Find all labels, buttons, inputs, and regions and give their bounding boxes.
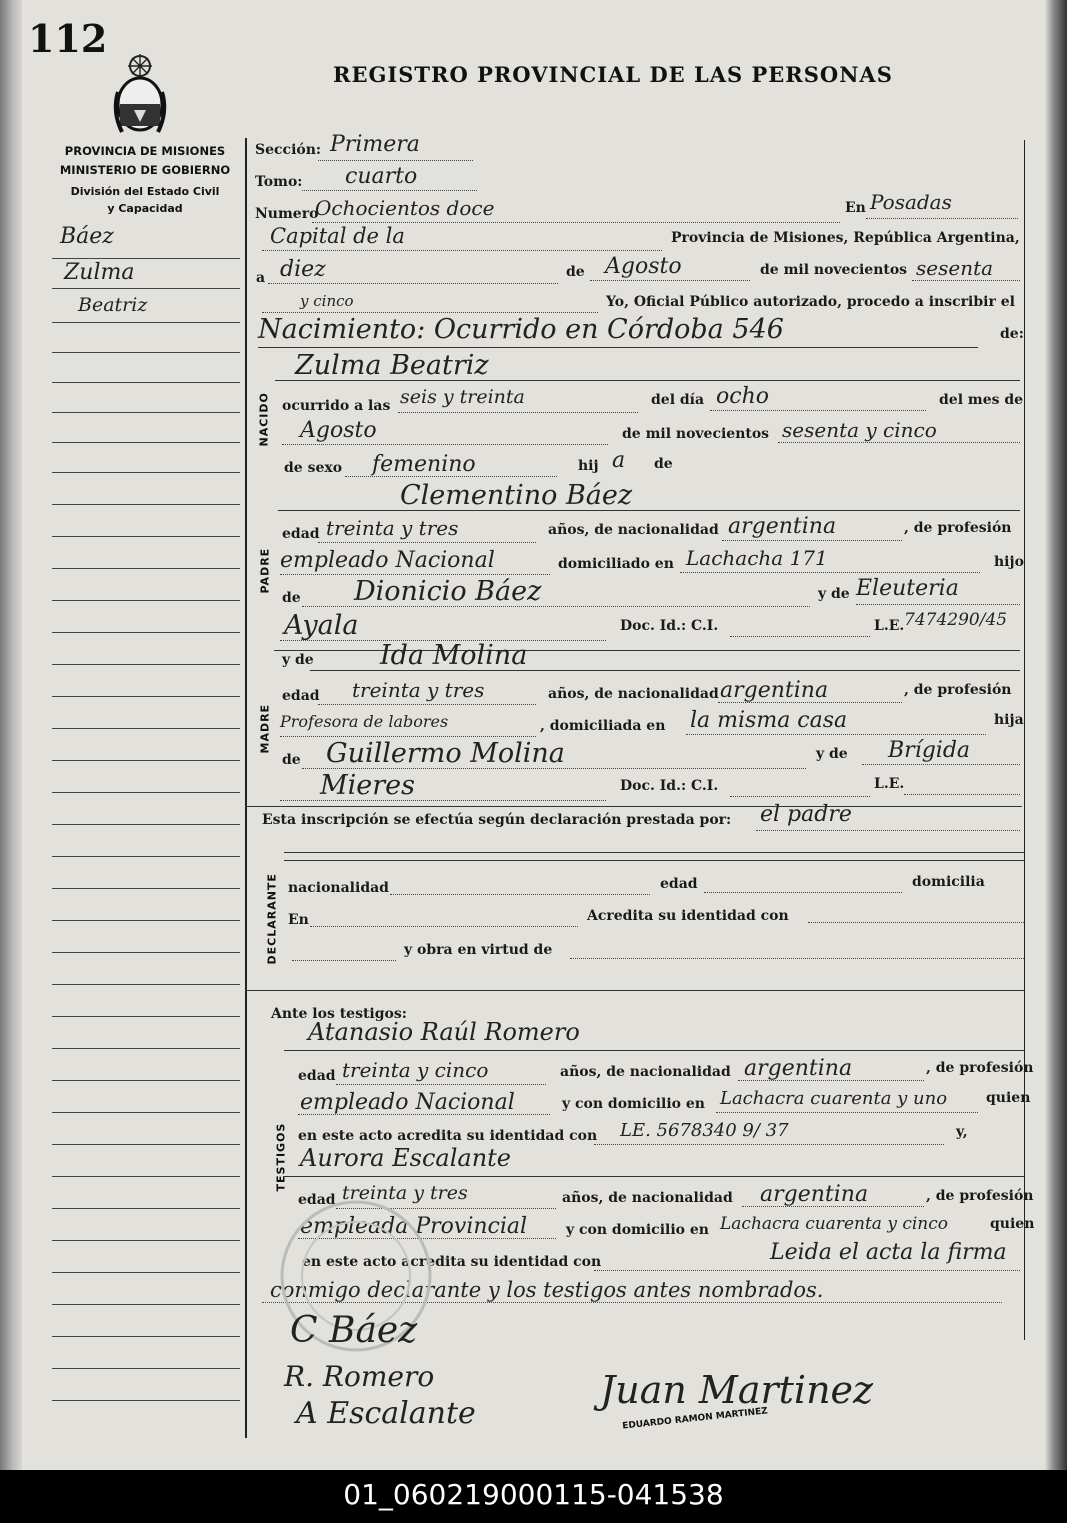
label-provincia: Provincia de Misiones, República Argentina, (671, 230, 1020, 246)
label-y-comma: y, (956, 1124, 968, 1140)
value-t1-prof: empleado Nacional (300, 1090, 515, 1115)
value-t1-doc: LE. 5678340 9/ 37 (620, 1120, 789, 1141)
label-hij: hij (578, 458, 599, 474)
label-tomo: Tomo: (255, 174, 303, 190)
value-madre-prof: Profesora de labores (280, 712, 449, 731)
value-madre-nac: argentina (720, 678, 829, 703)
value-t1-dom: Lachacra cuarenta y uno (720, 1088, 948, 1109)
label-acredita: Acredita su identidad con (587, 908, 789, 924)
sidebar-name-1: Zulma (64, 260, 135, 285)
official-stamp: EDUARDO RAMON MARTINEZ (621, 1406, 769, 1432)
value-en: Posadas (870, 190, 952, 214)
value-numero: Ochocientos doce (315, 196, 495, 220)
registry-title: REGISTRO PROVINCIAL DE LAS PERSONAS (333, 62, 893, 87)
section-declarante: DECLARANTE (265, 873, 279, 965)
value-padre-le: 7474290/45 (904, 610, 1008, 630)
label-anos-padre: años, de nacionalidad (548, 522, 719, 538)
value-seccion: Primera (330, 132, 420, 157)
value-t2-doc: Leida el acta la firma (770, 1240, 1007, 1265)
label-yde-abuela: y de (818, 586, 850, 602)
label-domicilio-t1: y con domicilio en (562, 1096, 705, 1112)
label-obra: y obra en virtud de (404, 942, 553, 958)
label-en: En (845, 200, 866, 216)
label-de-hij: de (654, 456, 673, 472)
label-de-mil-2: de mil novecientos (622, 426, 770, 442)
value-abuela-m-2: Mieres (320, 770, 416, 801)
value-abuelo: Dionicio Báez (354, 576, 542, 607)
value-madre-dom: la misma casa (690, 708, 848, 733)
value-anio: sesenta (916, 256, 994, 280)
sidebar-surname: Báez (60, 224, 114, 249)
value-padre-prof: empleado Nacional (280, 548, 495, 573)
value-acta: Nacimiento: Ocurrido en Córdoba 546 (258, 314, 784, 345)
label-edad-t2: edad (298, 1192, 336, 1208)
label-sexo: de sexo (284, 460, 343, 476)
value-abuelo-m: Guillermo Molina (326, 738, 565, 769)
value-cierre: conmigo declarante y los testigos antes nombrados. (270, 1278, 824, 1302)
label-acredita-t1: en este acto acredita su identidad con (298, 1128, 598, 1144)
label-de-mil: de mil novecientos (760, 262, 908, 278)
label-le-madre: L.E. (874, 776, 905, 792)
label-doc-padre: Doc. Id.: C.I. (620, 618, 719, 634)
label-de-abuelo: de (282, 590, 301, 606)
value-dia: diez (280, 257, 326, 282)
label-en-decl: En (288, 912, 309, 928)
margin-line (245, 138, 247, 1438)
value-padre-edad: treinta y tres (326, 516, 459, 540)
value-madre-edad: treinta y tres (352, 678, 485, 702)
label-edad-decl: edad (660, 876, 698, 892)
image-id-bar: 01_060219000115-041538 (0, 1470, 1067, 1523)
value-anio-nac: sesenta y cinco (782, 418, 937, 442)
book-edge (1045, 0, 1067, 1470)
value-padre: Clementino Báez (400, 480, 633, 511)
label-yo: Yo, Oficial Público autorizado, procedo a inscribir el (606, 294, 1015, 310)
label-edad-t1: edad (298, 1068, 336, 1084)
label-quien-t1: quien (986, 1090, 1031, 1106)
coat-of-arms-icon (108, 52, 172, 138)
value-abuela-m: Brígida (888, 738, 971, 763)
label-profesion-t1: , de profesión (926, 1060, 1034, 1076)
value-testigo-1: Atanasio Raúl Romero (308, 1018, 580, 1046)
label-ocurrido: ocurrido a las (282, 398, 391, 414)
label-quien-t2: quien (990, 1216, 1035, 1232)
section-padre: PADRE (258, 547, 272, 594)
sidebar-capacity: y Capacidad (107, 202, 183, 215)
label-numero: Numero (255, 206, 319, 222)
value-hora: seis y treinta (400, 386, 525, 408)
label-anos-madre: años, de nacionalidad (548, 686, 719, 702)
label-hijo: hijo (994, 554, 1024, 570)
label-anos-t2: años, de nacionalidad (562, 1190, 733, 1206)
signature-official: Juan Martinez (600, 1368, 874, 1412)
label-profesion-madre: , de profesión (904, 682, 1012, 698)
value-abuela: Eleuteria (856, 576, 959, 601)
sidebar-division: División del Estado Civil (70, 185, 220, 198)
label-del-dia: del día (651, 392, 705, 408)
signature-witness-2: A Escalante (296, 1396, 476, 1431)
label-de: de (566, 264, 585, 280)
value-t1-edad: treinta y cinco (342, 1058, 489, 1082)
label-a: a (256, 270, 266, 286)
signature-witness-1: R. Romero (284, 1360, 435, 1393)
value-t2-dom: Lachacra cuarenta y cinco (720, 1214, 948, 1234)
label-de-colon: de: (1000, 326, 1024, 342)
value-t2-prof: empleada Provincial (300, 1214, 528, 1239)
value-nombre: Zulma Beatriz (295, 350, 489, 381)
section-madre: MADRE (258, 703, 272, 754)
section-testigos: TESTIGOS (274, 1122, 288, 1192)
signature-father: C Báez (290, 1310, 418, 1351)
label-del-mes: del mes de (939, 392, 1024, 408)
value-mes-nac: Agosto (300, 418, 377, 443)
label-ante: Ante los testigos: (271, 1006, 407, 1022)
value-capital: Capital de la (270, 224, 405, 248)
book-spine (0, 0, 22, 1470)
label-yde-madre: y de (282, 652, 314, 668)
value-tomo: cuarto (345, 164, 418, 189)
label-doc-madre: Doc. Id.: C.I. (620, 778, 719, 794)
value-padre-dom: Lachacha 171 (686, 546, 828, 570)
label-domiciliado: domiciliado en (558, 556, 674, 572)
label-anos-t1: años, de nacionalidad (560, 1064, 731, 1080)
value-t1-nac: argentina (744, 1056, 853, 1081)
label-acredita-t2: en este acto acredita su identidad con (302, 1254, 602, 1270)
sidebar-name-2: Beatriz (78, 294, 148, 316)
value-anio-2: y cinco (300, 292, 354, 310)
value-hij: a (612, 448, 626, 473)
value-t2-edad: treinta y tres (342, 1182, 468, 1204)
label-edad-padre: edad (282, 526, 320, 542)
label-edad-madre: edad (282, 688, 320, 704)
value-mes: Agosto (605, 254, 682, 279)
sidebar-ministry: MINISTERIO DE GOBIERNO (59, 163, 231, 177)
label-profesion-padre: , de profesión (904, 520, 1012, 536)
value-abuela-2: Ayala (284, 610, 359, 641)
value-padre-nac: argentina (728, 514, 837, 539)
sidebar-province: PROVINCIA DE MISIONES (64, 144, 226, 158)
value-madre: Ida Molina (380, 640, 528, 671)
value-t2-nac: argentina (760, 1182, 869, 1207)
label-le-padre: L.E. (874, 618, 905, 634)
label-declaracion: Esta inscripción se efectúa según declaración prestada por: (262, 812, 732, 828)
label-yde-abuela-m: y de (816, 746, 848, 762)
right-border (1024, 140, 1025, 1340)
folio-number: 112 (28, 16, 108, 61)
value-dia-nac: ocho (716, 384, 769, 409)
label-de-abuelo-m: de (282, 752, 301, 768)
label-domicilia: domicilia (912, 874, 985, 890)
section-nacido: NACIDO (257, 392, 271, 447)
label-hija: hija (994, 712, 1024, 728)
label-profesion-t2: , de profesión (926, 1188, 1034, 1204)
value-sexo: femenino (372, 452, 476, 477)
label-nacionalidad-decl: nacionalidad (288, 880, 389, 896)
value-declarante: el padre (760, 802, 852, 827)
label-seccion: Sección: (255, 142, 322, 158)
value-testigo-2: Aurora Escalante (300, 1144, 511, 1172)
label-domicilio-t2: y con domicilio en (566, 1222, 709, 1238)
label-domiciliada: , domiciliada en (540, 718, 666, 734)
